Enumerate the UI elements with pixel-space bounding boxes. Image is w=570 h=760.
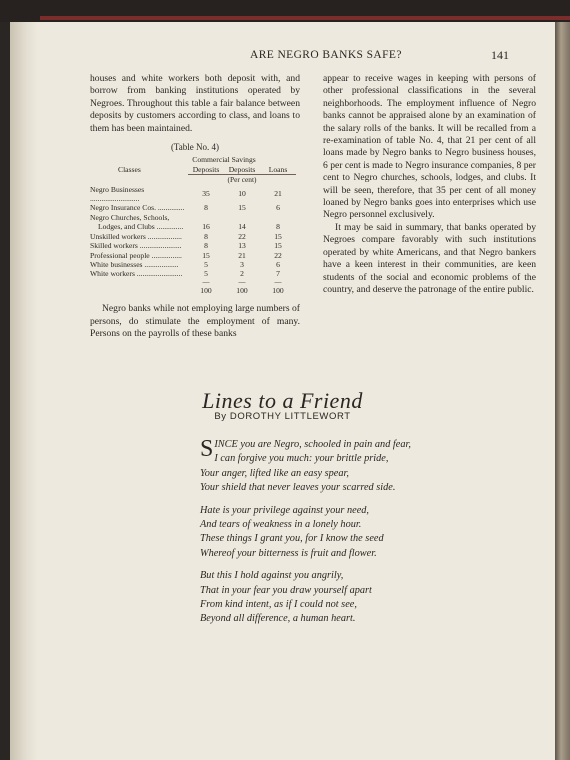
row-savings: 13 [238, 241, 246, 251]
total-deposits: 100 [200, 285, 212, 295]
total-rule: — [238, 277, 246, 286]
poem-body [200, 438, 480, 635]
book-binding-band [40, 16, 570, 20]
row-class: Professional people ................ [90, 250, 182, 260]
table-row [90, 269, 296, 278]
intro-paragraph: houses and white workers both deposit with, and borrow from banking institutions operated by Negroes. Throughout this table a fair balance between deposits by customers according to class, and loans to them has been maintained. [90, 73, 300, 134]
unit-label: (Per cent) [188, 175, 296, 185]
row-deposits: 8 [204, 231, 208, 241]
row-loans: 21 [274, 189, 282, 199]
table-row [90, 232, 296, 241]
row-savings: 15 [238, 203, 246, 213]
book-top-edge [0, 0, 570, 22]
row-savings: 14 [238, 222, 246, 232]
poem-line [200, 532, 480, 546]
right-paragraph-1: appear to receive wages in keeping with persons of other professional classifications in the several neighborhoods. The employment influence of Negro banks cannot be appraised alone by an examination of the salary rolls of the banks. It will be recalled from a re-examination of table No. 4, that 21 per cent of all loans made by Negro banks to Negro business houses, 6 per cent is made to Negro insurance companies, 8 per cent to Negro churches, schools, lodges, and clubs. It will be seen, therefore, that 35 per cent of all money loaned by Negro banks goes into enterprises which use Negro personnel exclusively. [323, 73, 536, 221]
row-loans: 8 [276, 222, 280, 232]
table-row [90, 260, 296, 269]
poem-line-text: And tears of weakness in a lonely hour. [200, 519, 362, 531]
row-deposits: 16 [202, 222, 210, 232]
row-loans: 6 [276, 259, 280, 269]
poem-line-text: But this I hold against you angrily, [200, 570, 344, 582]
poem-byline: By DOROTHY LITTLEWORT [214, 411, 351, 422]
poem-line [200, 547, 480, 561]
poem-line-text: From kind intent, as if I could not see, [200, 599, 357, 611]
row-class: White workers ........................ [90, 269, 183, 279]
col-loans: Loans [268, 164, 288, 174]
poem-line [200, 467, 480, 481]
left-column [90, 73, 300, 340]
row-loans: 15 [274, 231, 282, 241]
poem-line [200, 598, 480, 612]
col-deposits: Deposits [192, 164, 220, 174]
poem-stanza [200, 504, 480, 562]
row-deposits: 5 [204, 269, 208, 279]
poem-stanza [200, 569, 480, 627]
right-column [323, 73, 536, 296]
row-loans [260, 213, 296, 222]
row-loans: 22 [274, 250, 282, 260]
row-loans: 6 [276, 203, 280, 213]
row-savings: 10 [238, 189, 246, 199]
poem-line-text: Beyond all difference, a human heart. [200, 613, 356, 625]
table-row [90, 251, 296, 260]
poem-line-text: I can forgive you much: your brittle pride, [214, 453, 389, 465]
poem-line-text: Hate is your privilege against your need, [200, 504, 370, 516]
row-class: White businesses .................. [90, 259, 179, 269]
table-row [90, 222, 296, 231]
row-deposits: 35 [202, 189, 210, 199]
poem-stanza [200, 438, 480, 496]
after-table-paragraph: Negro banks while not employing large numbers of persons, do stimulate the employment of many. Persons on the payrolls of these banks [90, 303, 300, 339]
poem-line [200, 612, 480, 626]
row-deposits: 5 [204, 259, 208, 269]
poem-title: Lines to a Friend [202, 388, 363, 413]
right-paragraph-2: It may be said in summary, that banks operated by Negroes compare favorably with such institutions operated by white Americans, and that Negro bankers have a keen interest in their communities, are keen students of the social and economic problems of the country, and deserve the patronage of the entire public. [323, 221, 536, 295]
row-savings: 2 [240, 269, 244, 279]
page-number: 141 [491, 48, 509, 62]
row-savings: 3 [240, 259, 244, 269]
row-savings: 22 [238, 231, 246, 241]
row-savings: 21 [238, 250, 246, 260]
row-loans: 15 [274, 241, 282, 251]
running-header: ARE NEGRO BANKS SAFE? [250, 49, 402, 61]
row-class: Lodges, and Clubs .............. [98, 222, 184, 232]
row-class: Negro Churches, Schools, [90, 212, 170, 222]
table-row [90, 213, 296, 222]
table-row [90, 185, 296, 204]
poem-line [200, 481, 480, 495]
poem-line-text: These things I grant you, for I know the seed [200, 533, 384, 545]
row-class: Negro Businesses .......................... [90, 184, 145, 204]
table-body [90, 185, 296, 279]
total-savings: 100 [236, 285, 248, 295]
row-savings [224, 213, 260, 222]
poem-line-text: That in your fear you draw yourself apart [200, 584, 372, 596]
total-loans: 100 [272, 285, 284, 295]
table-row [90, 241, 296, 250]
row-class: Negro Insurance Cos. .............. [90, 203, 185, 213]
deposits-loans-table [90, 155, 296, 295]
table-row [90, 203, 296, 212]
col-savings: Deposits [228, 164, 256, 174]
poem-line [200, 584, 480, 598]
row-deposits: 8 [204, 203, 208, 213]
table-caption: (Table No. 4) [170, 142, 220, 153]
poem-line-text: Your anger, lifted like an easy spear, [200, 467, 349, 479]
book-page [10, 22, 555, 760]
poem-line-text: Your shield that never leaves your scarred side. [200, 482, 396, 494]
poem-line [200, 452, 480, 466]
row-deposits [188, 213, 224, 222]
row-deposits: 15 [202, 250, 210, 260]
col-classes: Classes [118, 165, 141, 175]
row-class: Unskilled workers .................. [90, 231, 182, 241]
poem-line [200, 518, 480, 532]
page-edge-strip [555, 22, 570, 760]
table-header-top: Commercial Savings [192, 155, 256, 165]
total-rule: — [202, 277, 210, 286]
poem-line [200, 569, 480, 583]
row-deposits: 8 [204, 241, 208, 251]
drop-cap: S [200, 436, 214, 462]
poem-line-text: INCE you are Negro, schooled in pain and fear, [214, 439, 411, 450]
total-rule: — [274, 277, 282, 286]
poem-line-text: Whereof your bitterness is fruit and flower. [200, 547, 377, 559]
poem-line [200, 504, 480, 518]
row-class: Skilled workers ...................... [90, 241, 182, 251]
row-loans: 7 [276, 269, 280, 279]
